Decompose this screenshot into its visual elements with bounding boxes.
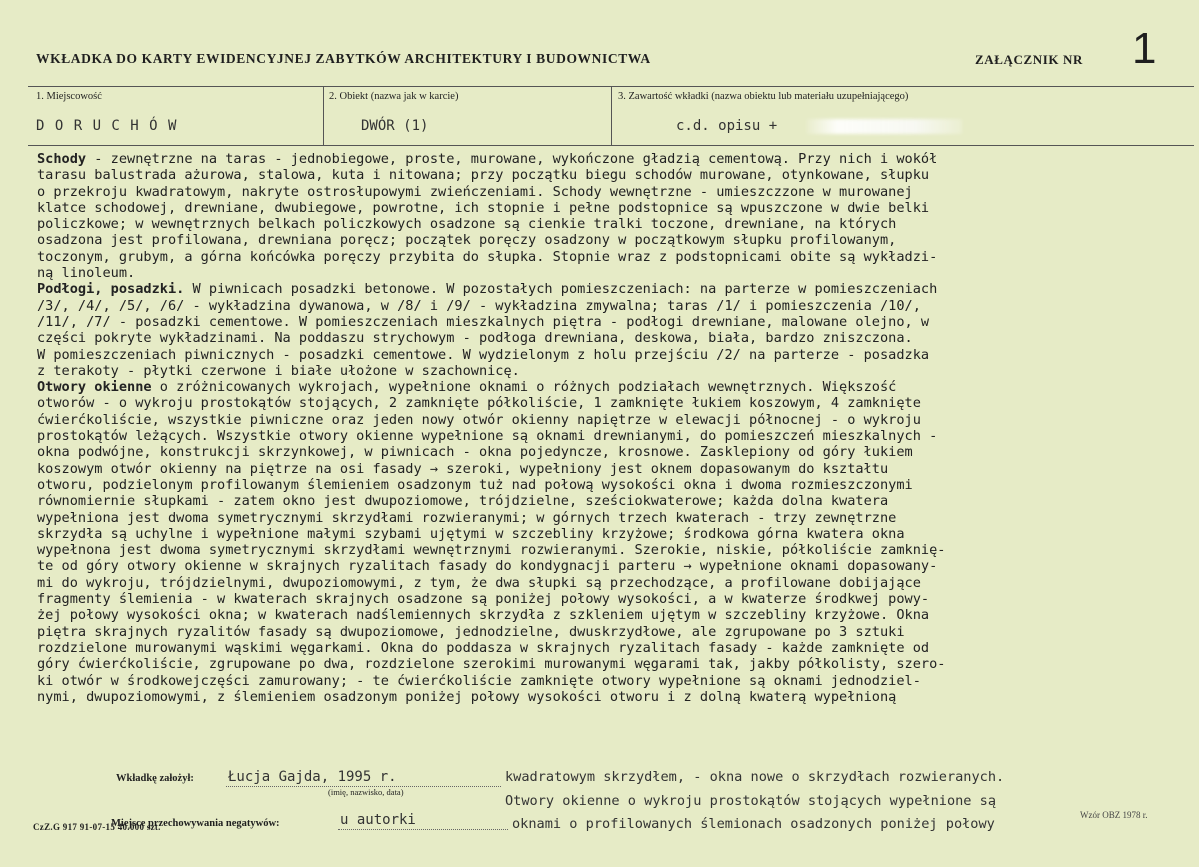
card-title: WKŁADKA DO KARTY EWIDENCYJNEJ ZABYTKÓW ARCHITEKTURY I BUDOWNICTWA — [36, 51, 651, 66]
line-text: /11/, /7/ - posadzki cementowe. W pomieszczeniach mieszkalnych piętra - podłogi drewniane, malowane olejno, w — [37, 313, 930, 330]
line-text: W piwnicach posadzki betonowe. W pozostałych pomieszczeniach: na parterze w pomieszczeniach — [184, 281, 938, 298]
text-line — [37, 379, 1167, 395]
founder-caption: (imię, nazwisko, data) — [328, 787, 404, 797]
field-divider — [611, 86, 612, 145]
line-text: ną linoleum. — [37, 265, 136, 282]
line-text: o przekroju kwadratowym, nakryte ostrosłupowymi zwieńczeniami. Schody wewnętrzne - umieszczzone w murowanej — [37, 183, 913, 200]
text-line — [37, 330, 1167, 346]
text-line — [37, 461, 1167, 477]
line-text: okna podwójne, konstrukcji skrzynkowej, w piwnicach - okna pojedyncze, krosnowe. Zasklepiony od góry łukiem — [37, 444, 913, 461]
text-line — [37, 624, 1167, 640]
line-text: toczonym, grubym, a górna końcówka poręczy przybita do słupka. Stopnie wraz z podstopnicami obite są wykładzi- — [37, 248, 938, 265]
text-line — [37, 151, 1167, 167]
founder-value: Łucja Gajda, 1995 r. — [228, 769, 397, 785]
locality-label: 1. Miejscowość — [36, 91, 102, 102]
storage-label: Miejsce przechowywania negatywów: — [111, 818, 280, 829]
content-label: 3. Zawartość wkładki (nazwa obiektu lub materiału uzupełniającego) — [618, 91, 909, 102]
storage-dotline — [338, 829, 508, 830]
fields-bottom-border — [28, 145, 1194, 146]
text-line — [37, 477, 1167, 493]
object-value: DWÓR (1) — [361, 118, 429, 134]
line-text: koszowym otwór okienny na piętrze na osi fasady → szeroki, wypełniony jest oknem dopasowanym do kształtu — [37, 460, 889, 477]
line-text: tarasu balustrada ażurowa, stalowa, kuta i nitowana; przy początku biegu schodów murowane, otynkowane, słupku — [37, 167, 930, 184]
line-text: ćwierćkoliście, wszystkie piwniczne oraz jeden nowy otwór okienny napiętrze w elewacji północnej - o wykroju — [37, 411, 921, 428]
storage-value: u autorki — [340, 812, 416, 828]
text-line — [37, 673, 1167, 689]
description-text — [37, 151, 1167, 705]
line-text: wypełnona jest dwoma symetrycznymi skrzydłami wewnętrznymi rozwieranymi. Szerokie, niskie, półkoliście zamknię- — [37, 542, 946, 559]
text-line — [37, 510, 1167, 526]
section-heading: Schody — [37, 151, 87, 167]
text-line — [37, 444, 1167, 460]
text-line — [37, 640, 1167, 656]
text-line — [37, 575, 1167, 591]
text-line — [37, 249, 1167, 265]
section-heading: Podłogi, posadzki. — [37, 281, 185, 298]
line-text: wypełniona jest dwoma symetrycznymi skrzydłami rozwieranymi; w górnych trzech kwaterach - trzy zewnętrzne — [37, 509, 897, 526]
text-line — [37, 412, 1167, 428]
locality-value: D O R U C H Ó W — [36, 118, 178, 134]
form-code: Wzór OBZ 1978 r. — [1080, 810, 1148, 820]
text-line — [37, 184, 1167, 200]
text-line — [37, 167, 1167, 183]
text-line — [37, 281, 1167, 297]
line-text: ki otwór w środkowejczęści zamurowany; - te ćwierćkoliście zamknięte otwory wypełnione są oknami jednodziel- — [37, 672, 921, 689]
line-text: skrzydła są uchylne i wypełnione małymi szybami ujętymi w szczebliny krzyżowe; środkowa górna kwatera okna — [37, 525, 905, 542]
redaction-mark — [806, 119, 962, 134]
attachment-number: 1 — [1132, 24, 1157, 73]
text-line — [37, 200, 1167, 216]
line-text: klatce schodowej, drewniane, dwubiegowe, powrotne, ich stopnie i pełne podstopnice są wpuszczone w dwie belki — [37, 199, 930, 216]
text-line — [37, 216, 1167, 232]
line-text: otworu, podzielonym profilowanym ślemieniem osadzonym tuż nad połową wysokości okna i dwoma rozmieszczonymi — [37, 476, 913, 493]
line-text: części pokryte wykładzinami. Na poddaszu strychowym - podłoga drewniana, deskowa, biała, bardzo zniszczona. — [37, 330, 913, 347]
field-divider — [323, 86, 324, 145]
text-line — [37, 558, 1167, 574]
text-line — [37, 542, 1167, 558]
text-line — [37, 591, 1167, 607]
text-line — [37, 347, 1167, 363]
line-text: fragmenty ślemienia - w kwaterach skrajnych osadzone są poniżej połowy wysokości, a w kwaterze środkwej powy- — [37, 591, 930, 608]
continuation-line: Otwory okienne o wykroju prostokątów stojących wypełnione są — [505, 793, 997, 809]
print-code: CzZ.G 917 91-07-15 40.000 szt. — [33, 822, 161, 832]
text-line — [37, 607, 1167, 623]
text-line — [37, 314, 1167, 330]
founder-label: Wkładkę założył: — [116, 773, 194, 784]
line-text: góry ćwierćkoliście, zgrupowane po dwa, rozdzielone szerokimi murowanymi węgarami tak, jakby półkolisty, szero- — [37, 656, 946, 673]
content-value: c.d. opisu + — [676, 118, 778, 134]
continuation-line: oknami o profilowanych ślemionach osadzonych poniżej połowy — [512, 816, 995, 832]
object-label: 2. Obiekt (nazwa jak w karcie) — [329, 91, 459, 102]
line-text: nymi, dwupoziomowymi, z ślemieniem osadzonym poniżej połowy wysokości otworu i z dolną kwaterą wypełnioną — [37, 688, 897, 705]
line-text: piętra skrajnych ryzalitów fasady są dwupoziomowe, jednodzielne, dwuskrzydłowe, ale zgrupowane po 3 sztuki — [37, 623, 905, 640]
line-text: mi do wykroju, trójdzielnymi, dwupoziomowymi, z tym, że dwa słupki są przechodzące, a profilowane dobijające — [37, 574, 921, 591]
text-line — [37, 428, 1167, 444]
line-text: osadzona jest profilowana, drewniana poręcz; początek poręczy osadzony w początkowym słupku profilowanym, — [37, 232, 897, 249]
line-text: otworów - o wykroju prostokątów stojących, 2 zamknięte półkoliście, 1 zamknięte łukiem koszowym, 4 zamknięte — [37, 395, 921, 412]
attachment-label: ZAŁĄCZNIK NR — [975, 52, 1083, 67]
text-line — [37, 689, 1167, 705]
text-line — [37, 363, 1167, 379]
line-text: W pomieszczeniach piwnicznych - posadzki cementowe. W wydzielonym z holu przejściu /2/ na parterze - posadzka — [37, 346, 930, 363]
line-text: żej połowy wysokości okna; w kwaterach nadślemiennych skrzydła z szkleniem ujętym w szczebliny krzyżowe. Okna — [37, 607, 930, 624]
text-line — [37, 656, 1167, 672]
text-line — [37, 395, 1167, 411]
line-text: rozdzielone murowanymi wąskimi węgarkami. Okna do poddasza w skrajnych ryzalitach fasady - każde zamknięte od — [37, 639, 930, 656]
line-text: z terakoty - płytki czerwone i białe ułożone w szachownicę. — [37, 362, 520, 379]
continuation-line: kwadratowym skrzydłem, - okna nowe o skrzydłach rozwieranych. — [505, 769, 1005, 785]
text-line — [37, 265, 1167, 281]
line-text: prostokątów leżących. Wszystkie otwory okienne wypełnione są oknami drewnianymi, do pomieszczeń mieszkalnych - — [37, 428, 938, 445]
text-line — [37, 526, 1167, 542]
line-text: te od góry otwory okienne w skrajnych ryzalitach fasady do kondygnacji parteru → wypełnione oknami dopasowany- — [37, 558, 938, 575]
text-line — [37, 298, 1167, 314]
line-text: równomiernie słupkami - zatem okno jest dwupoziomowe, trójdzielne, sześciokwaterowe; każda dolna kwatera — [37, 493, 889, 510]
line-text: - zewnętrzne na taras - jednobiegowe, proste, murowane, wykończone gładzią cementową. Przy nich i wokół — [86, 151, 938, 167]
line-text: policzkowe; w wewnętrznych belkach policzkowych osadzone są cienkie tralki toczone, drewniane, na których — [37, 216, 897, 233]
text-line — [37, 232, 1167, 248]
text-line — [37, 493, 1167, 509]
line-text: /3/, /4/, /5/, /6/ - wykładzina dywanowa, w /8/ i /9/ - wykładzina zmywalna; taras /1/ i pomieszczenia /10/, — [37, 297, 921, 314]
section-heading: Otwory okienne — [37, 379, 152, 396]
line-text: o zróżnicowanych wykrojach, wypełnione oknami o różnych podziałach wewnętrznych. Większość — [151, 379, 897, 396]
